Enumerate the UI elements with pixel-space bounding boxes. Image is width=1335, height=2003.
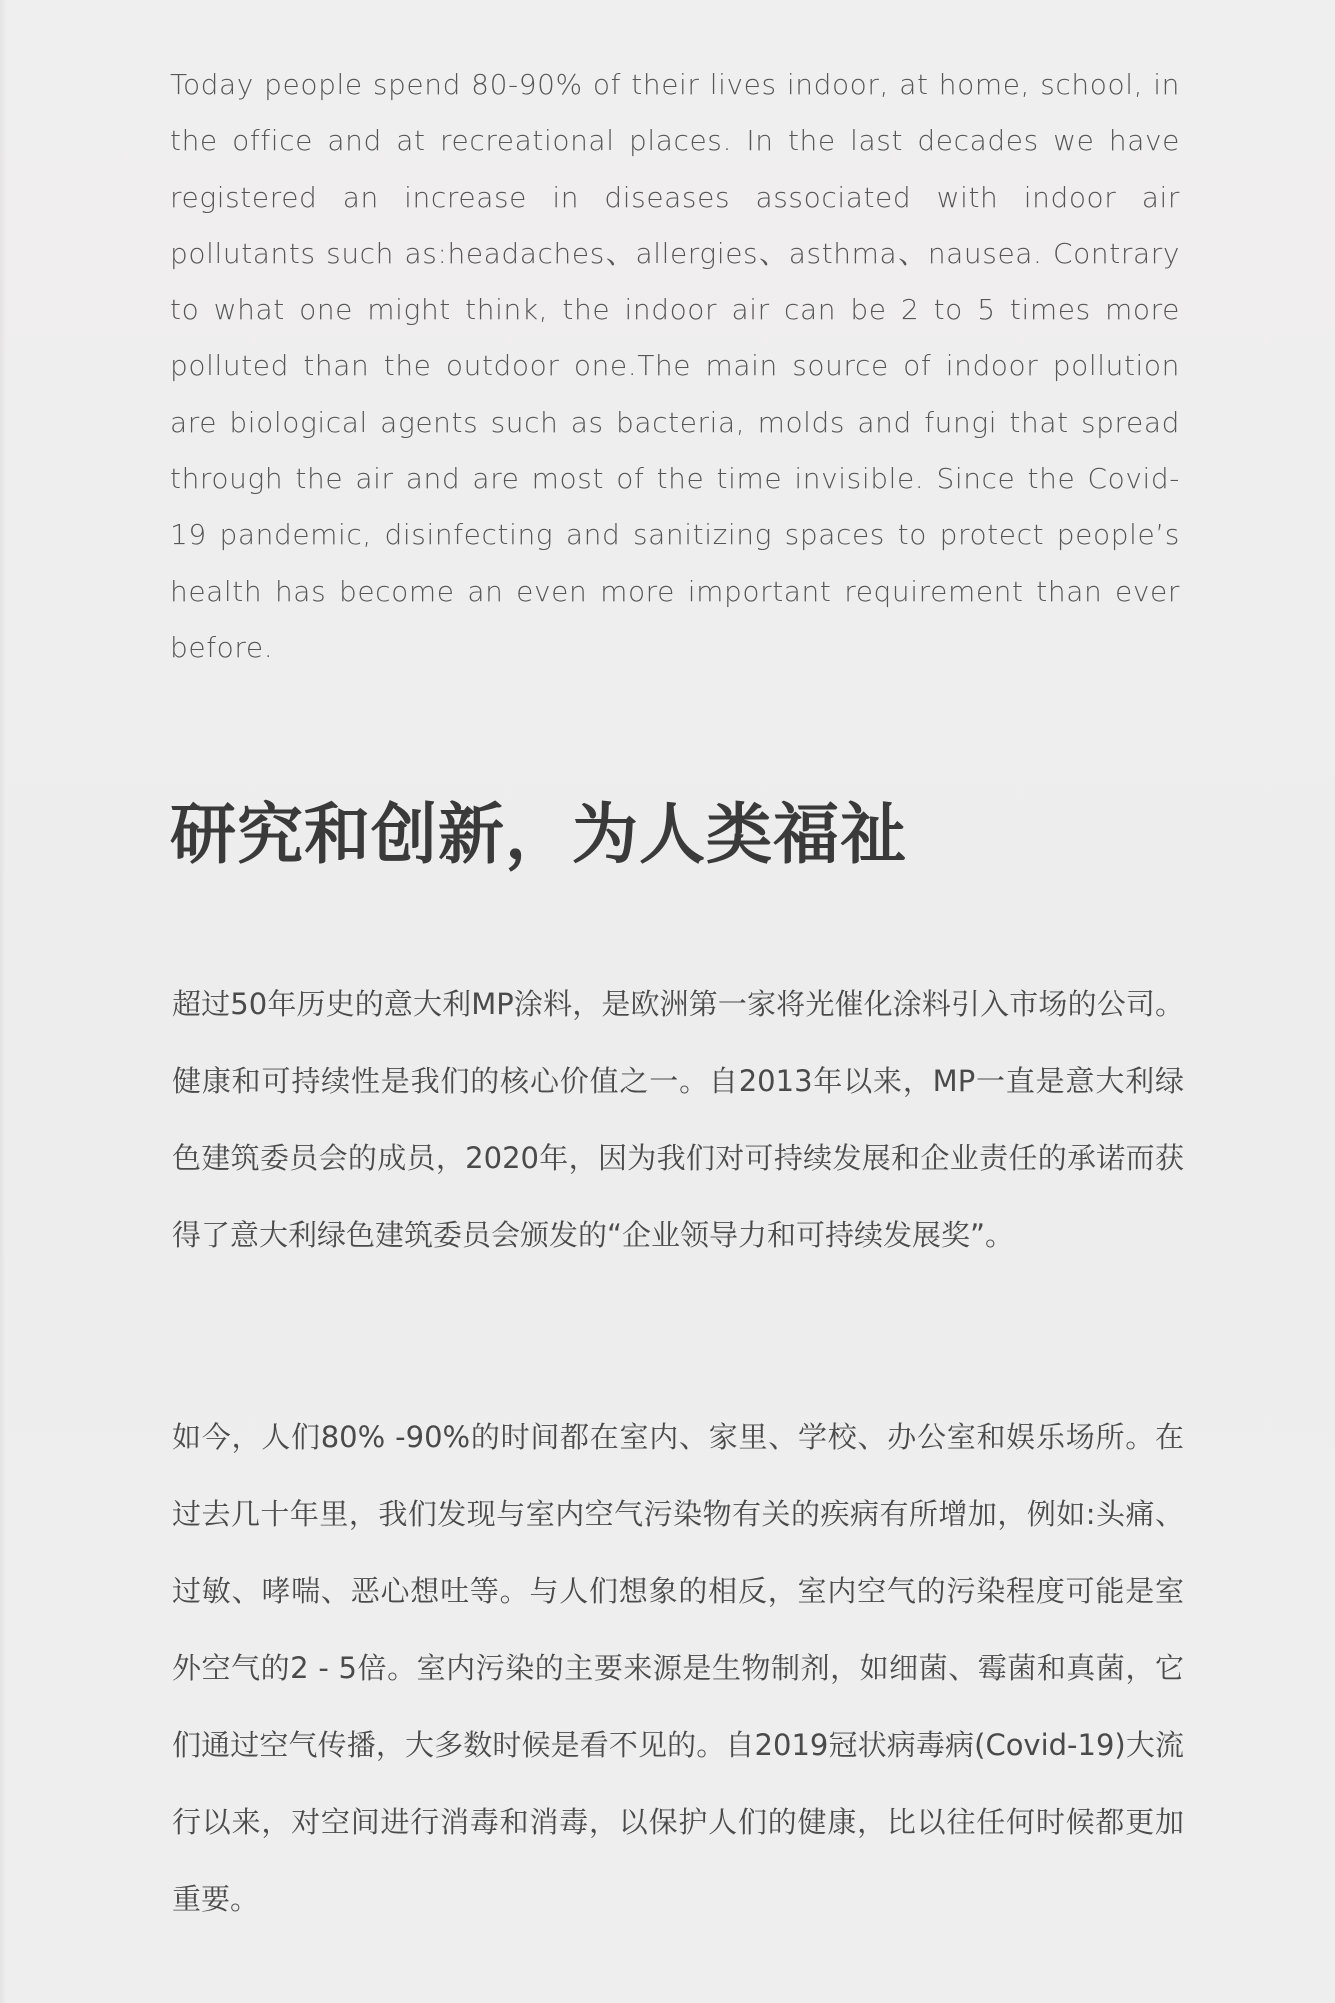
company-intro-paragraph: 超过50年历史的意大利MP涂料，是欧洲第一家将光催化涂料引入市场的公司。健康和可持续性是我们的核心价值之一。自2013年以来，MP一直是意大利绿色建筑委员会的成员，2020年，因为我们对可持续发展和企业责任的承诺而获得了意大利绿色建筑委员会颁发的“企业领导力和可持续发展奖”。 — [172, 987, 1184, 1252]
page-edge-shadow — [0, 0, 6, 2003]
section-title: 研究和创新，为人类福祉 — [170, 796, 907, 873]
indoor-pollution-paragraph: 如今，人们80% -90%的时间都在室内、家里、学校、办公室和娱乐场所。在过去几十年里，我们发现与室内空气污染物有关的疾病有所增加，例如:头痛、过敏、哮喘、恶心想吐等。与人们想象的相反，室内空气的污染程度可能是室外空气的2 - 5倍。室内污染的主要来源是生物制剂，如细菌、霉菌和真菌，它们通过空气传播，大多数时候是看不见的。自2019冠状病毒病(Covid-19)大流行以来，对空间进行消毒和消毒，以保护人们的健康，比以往任何时候都更加重要。 — [172, 1420, 1184, 1916]
intro-english-paragraph: Today people spend 80-90% of their lives indoor, at home, school, in the office and at recreational places. In the last decades we have registered an increase in diseases associated with indoor air pollutants such as:headaches、allergies、asthma、nausea. Contrary to what one might think, the indoor air can be 2 to 5 times more polluted than the outdoor one.The main source of indoor pollution are biological agents such as bacteria, molds and fungi that spread through the air and are most of the time invisible. Since the Covid-19 pandemic, disinfecting and sanitizing spaces to protect people’s health has become an even more important requirement than ever before. — [170, 68, 1180, 664]
